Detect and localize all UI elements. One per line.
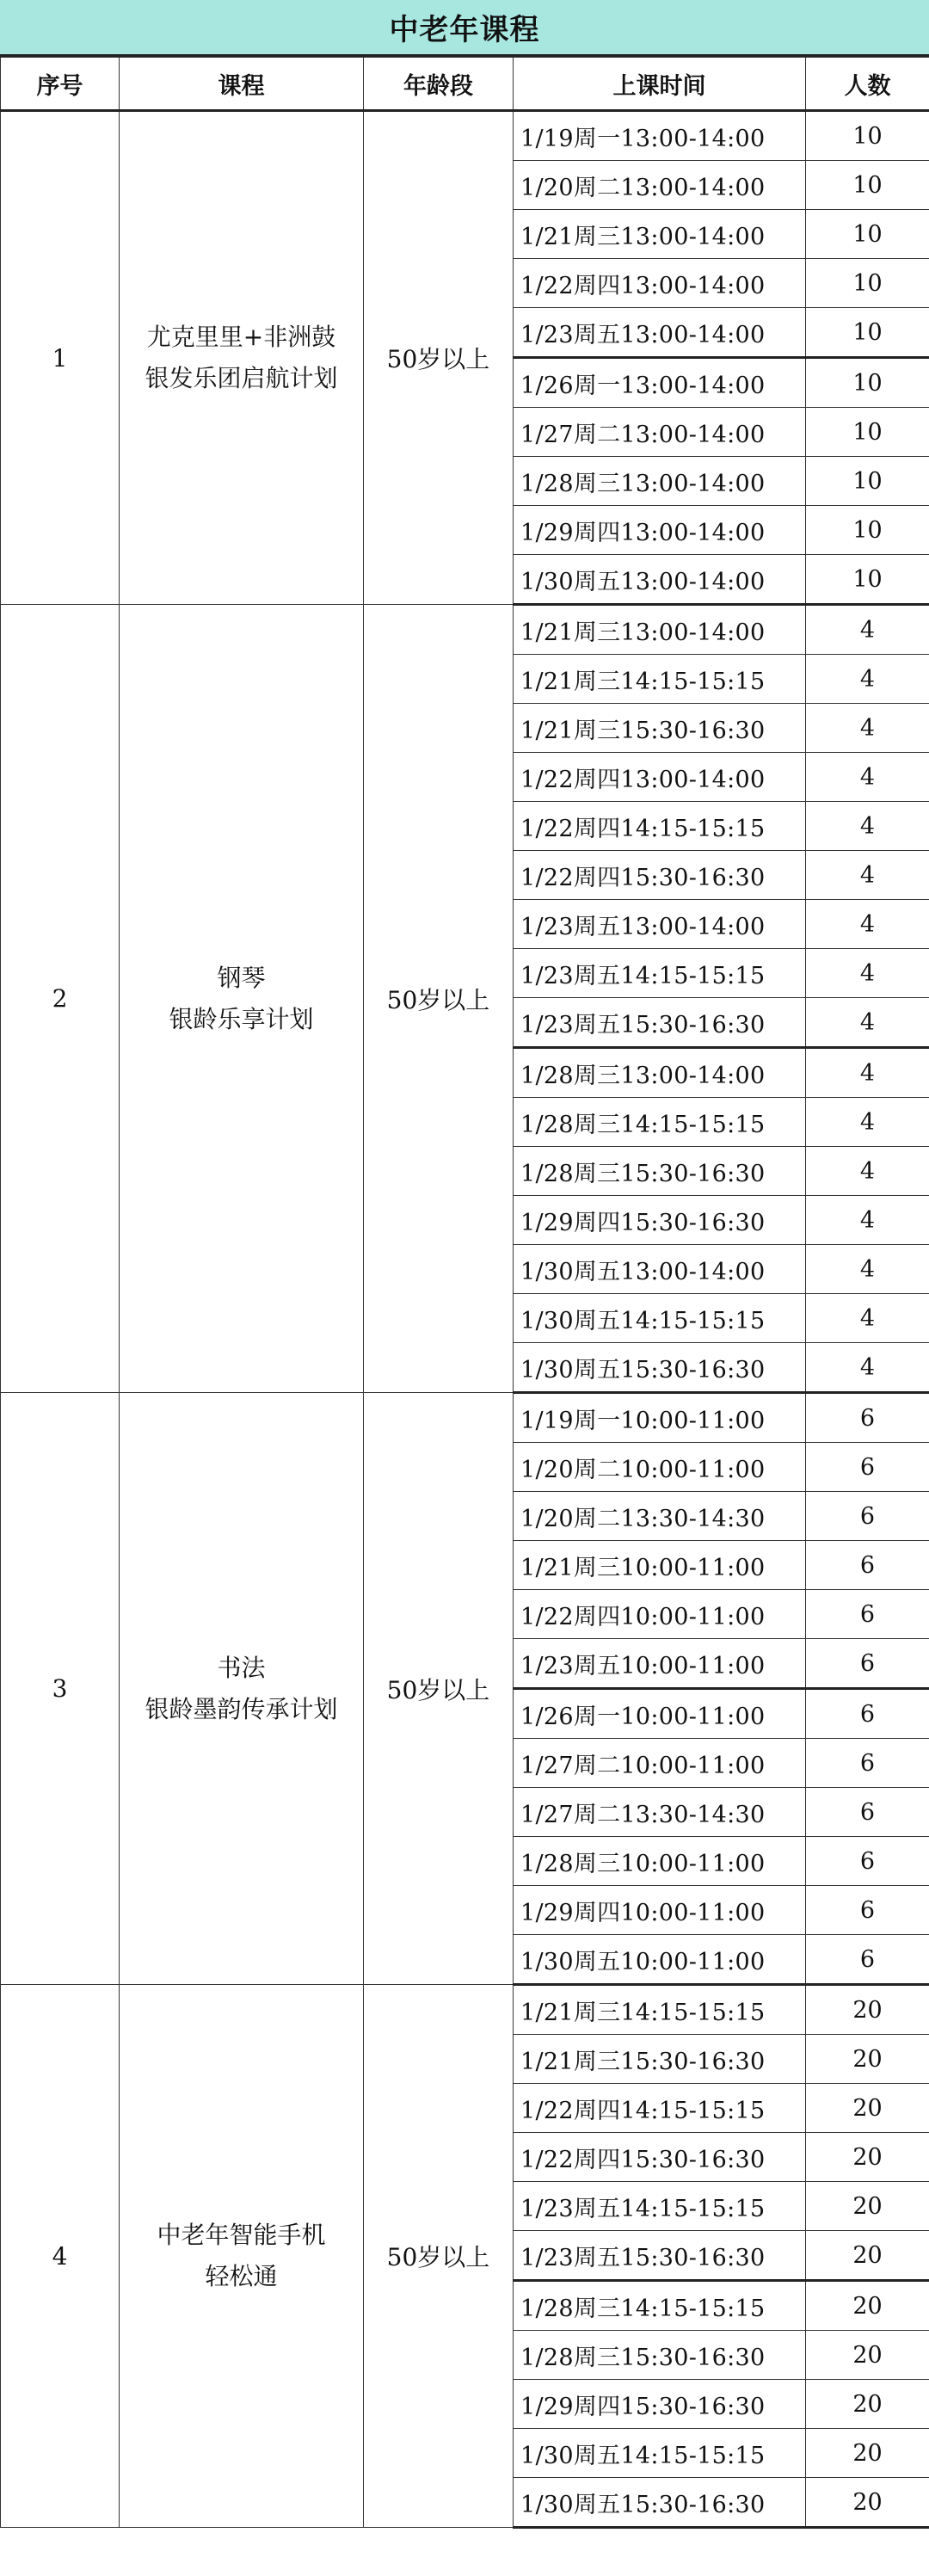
class-time-cell: 1/22周四13:00-14:00 [514, 259, 806, 308]
course-index-cell: 3 [1, 1393, 120, 1985]
class-time-cell: 1/22周四15:30-16:30 [514, 2133, 806, 2182]
class-time-cell: 1/29周四10:00-11:00 [514, 1886, 806, 1935]
enrollment-count-cell: 6 [806, 1689, 929, 1739]
class-time-cell: 1/28周三13:00-14:00 [514, 1048, 806, 1098]
enrollment-count-cell: 10 [806, 308, 929, 358]
enrollment-count-cell: 6 [806, 1590, 929, 1639]
class-time-cell: 1/28周三15:30-16:30 [514, 1147, 806, 1196]
header-index: 序号 [1, 58, 120, 111]
class-time-cell: 1/22周四14:15-15:15 [514, 2084, 806, 2133]
course-name-line2: 银龄墨韵传承计划 [145, 1694, 338, 1723]
class-time-cell: 1/29周四15:30-16:30 [514, 1196, 806, 1245]
course-index-cell: 4 [1, 1985, 120, 2528]
course-name-line2: 银发乐团启航计划 [145, 364, 338, 392]
enrollment-count-cell: 10 [806, 358, 929, 408]
age-range-cell: 50岁以上 [364, 605, 514, 1393]
enrollment-count-cell: 20 [806, 2380, 929, 2429]
enrollment-count-cell: 4 [806, 1245, 929, 1294]
table-row [1, 1393, 929, 1443]
enrollment-count-cell: 4 [806, 1294, 929, 1343]
class-time-cell: 1/22周四15:30-16:30 [514, 851, 806, 900]
enrollment-count-cell: 4 [806, 1196, 929, 1245]
age-range-cell: 50岁以上 [364, 111, 514, 605]
class-time-cell: 1/30周五10:00-11:00 [514, 1935, 806, 1985]
table-row [1, 1985, 929, 2035]
course-index-cell: 2 [1, 605, 120, 1393]
class-time-cell: 1/20周二10:00-11:00 [514, 1443, 806, 1492]
course-name-line1: 书法 [217, 1653, 266, 1682]
course-name-cell [120, 1985, 364, 2528]
class-time-cell: 1/30周五15:30-16:30 [514, 2478, 806, 2528]
enrollment-count-cell: 20 [806, 2331, 929, 2380]
enrollment-count-cell: 20 [806, 2133, 929, 2182]
class-time-cell: 1/28周三15:30-16:30 [514, 2331, 806, 2380]
header-row [1, 58, 929, 111]
course-name-line1: 尤克里里+非洲鼓 [146, 323, 336, 351]
header-count: 人数 [806, 58, 929, 111]
schedule-table [0, 57, 929, 2529]
enrollment-count-cell: 20 [806, 2478, 929, 2528]
enrollment-count-cell: 6 [806, 1443, 929, 1492]
enrollment-count-cell: 4 [806, 704, 929, 753]
class-time-cell: 1/26周一10:00-11:00 [514, 1689, 806, 1739]
class-time-cell: 1/21周三15:30-16:30 [514, 2035, 806, 2084]
class-time-cell: 1/27周二13:30-14:30 [514, 1788, 806, 1837]
enrollment-count-cell: 4 [806, 851, 929, 900]
enrollment-count-cell: 6 [806, 1788, 929, 1837]
course-name-line2: 银龄乐享计划 [169, 1004, 314, 1033]
class-time-cell: 1/23周五13:00-14:00 [514, 900, 806, 949]
class-time-cell: 1/19周一10:00-11:00 [514, 1393, 806, 1443]
enrollment-count-cell: 10 [806, 506, 929, 555]
class-time-cell: 1/29周四13:00-14:00 [514, 506, 806, 555]
class-time-cell: 1/21周三10:00-11:00 [514, 1541, 806, 1590]
enrollment-count-cell: 4 [806, 655, 929, 704]
course-name-line1: 钢琴 [217, 963, 266, 992]
enrollment-count-cell: 4 [806, 1147, 929, 1196]
class-time-cell: 1/30周五13:00-14:00 [514, 555, 806, 605]
enrollment-count-cell: 6 [806, 1837, 929, 1886]
enrollment-count-cell: 4 [806, 1098, 929, 1147]
class-time-cell: 1/23周五13:00-14:00 [514, 308, 806, 358]
enrollment-count-cell: 20 [806, 2231, 929, 2281]
age-range-cell: 50岁以上 [364, 1393, 514, 1985]
age-range-cell: 50岁以上 [364, 1985, 514, 2528]
class-time-cell: 1/23周五10:00-11:00 [514, 1639, 806, 1689]
class-time-cell: 1/23周五14:15-15:15 [514, 2182, 806, 2231]
header-time: 上课时间 [514, 58, 806, 111]
enrollment-count-cell: 6 [806, 1541, 929, 1590]
enrollment-count-cell: 4 [806, 1048, 929, 1098]
class-time-cell: 1/29周四15:30-16:30 [514, 2380, 806, 2429]
table-row [1, 111, 929, 161]
class-time-cell: 1/28周三10:00-11:00 [514, 1837, 806, 1886]
enrollment-count-cell: 4 [806, 900, 929, 949]
header-age: 年龄段 [364, 58, 514, 111]
class-time-cell: 1/30周五14:15-15:15 [514, 1294, 806, 1343]
class-time-cell: 1/21周三14:15-15:15 [514, 655, 806, 704]
class-time-cell: 1/28周三14:15-15:15 [514, 1098, 806, 1147]
enrollment-count-cell: 20 [806, 2429, 929, 2478]
class-time-cell: 1/26周一13:00-14:00 [514, 358, 806, 408]
enrollment-count-cell: 20 [806, 2035, 929, 2084]
enrollment-count-cell: 4 [806, 949, 929, 998]
class-time-cell: 1/19周一13:00-14:00 [514, 111, 806, 161]
table-header [1, 58, 929, 111]
enrollment-count-cell: 4 [806, 1343, 929, 1393]
header-course: 课程 [120, 58, 364, 111]
enrollment-count-cell: 10 [806, 457, 929, 506]
enrollment-count-cell: 20 [806, 1985, 929, 2035]
course-name-cell [120, 111, 364, 605]
class-time-cell: 1/30周五15:30-16:30 [514, 1343, 806, 1393]
enrollment-count-cell: 10 [806, 210, 929, 259]
class-time-cell: 1/22周四13:00-14:00 [514, 753, 806, 802]
enrollment-count-cell: 20 [806, 2182, 929, 2231]
enrollment-count-cell: 6 [806, 1886, 929, 1935]
enrollment-count-cell: 10 [806, 408, 929, 457]
course-name-line2: 轻松通 [205, 2262, 278, 2290]
enrollment-count-cell: 6 [806, 1639, 929, 1689]
class-time-cell: 1/22周四10:00-11:00 [514, 1590, 806, 1639]
table-row [1, 605, 929, 655]
course-name-line1: 中老年智能手机 [157, 2221, 326, 2249]
class-time-cell: 1/20周二13:30-14:30 [514, 1492, 806, 1541]
enrollment-count-cell: 4 [806, 998, 929, 1048]
page-title: 中老年课程 [0, 0, 929, 57]
class-time-cell: 1/28周三13:00-14:00 [514, 457, 806, 506]
class-time-cell: 1/23周五15:30-16:30 [514, 2231, 806, 2281]
course-index-cell: 1 [1, 111, 120, 605]
enrollment-count-cell: 6 [806, 1393, 929, 1443]
class-time-cell: 1/30周五13:00-14:00 [514, 1245, 806, 1294]
enrollment-count-cell: 6 [806, 1492, 929, 1541]
class-time-cell: 1/20周二13:00-14:00 [514, 161, 806, 210]
enrollment-count-cell: 4 [806, 605, 929, 655]
enrollment-count-cell: 4 [806, 802, 929, 851]
enrollment-count-cell: 6 [806, 1739, 929, 1788]
class-time-cell: 1/21周三13:00-14:00 [514, 605, 806, 655]
class-time-cell: 1/21周三14:15-15:15 [514, 1985, 806, 2035]
class-time-cell: 1/30周五14:15-15:15 [514, 2429, 806, 2478]
table-body [1, 111, 929, 2528]
enrollment-count-cell: 10 [806, 111, 929, 161]
class-time-cell: 1/21周三13:00-14:00 [514, 210, 806, 259]
course-name-cell [120, 605, 364, 1393]
class-time-cell: 1/21周三15:30-16:30 [514, 704, 806, 753]
enrollment-count-cell: 20 [806, 2084, 929, 2133]
class-time-cell: 1/23周五15:30-16:30 [514, 998, 806, 1048]
class-time-cell: 1/23周五14:15-15:15 [514, 949, 806, 998]
enrollment-count-cell: 10 [806, 555, 929, 605]
enrollment-count-cell: 20 [806, 2281, 929, 2331]
course-name-cell [120, 1393, 364, 1985]
enrollment-count-cell: 6 [806, 1935, 929, 1985]
class-time-cell: 1/27周二13:00-14:00 [514, 408, 806, 457]
class-time-cell: 1/27周二10:00-11:00 [514, 1739, 806, 1788]
class-time-cell: 1/22周四14:15-15:15 [514, 802, 806, 851]
class-time-cell: 1/28周三14:15-15:15 [514, 2281, 806, 2331]
enrollment-count-cell: 4 [806, 753, 929, 802]
enrollment-count-cell: 10 [806, 259, 929, 308]
enrollment-count-cell: 10 [806, 161, 929, 210]
